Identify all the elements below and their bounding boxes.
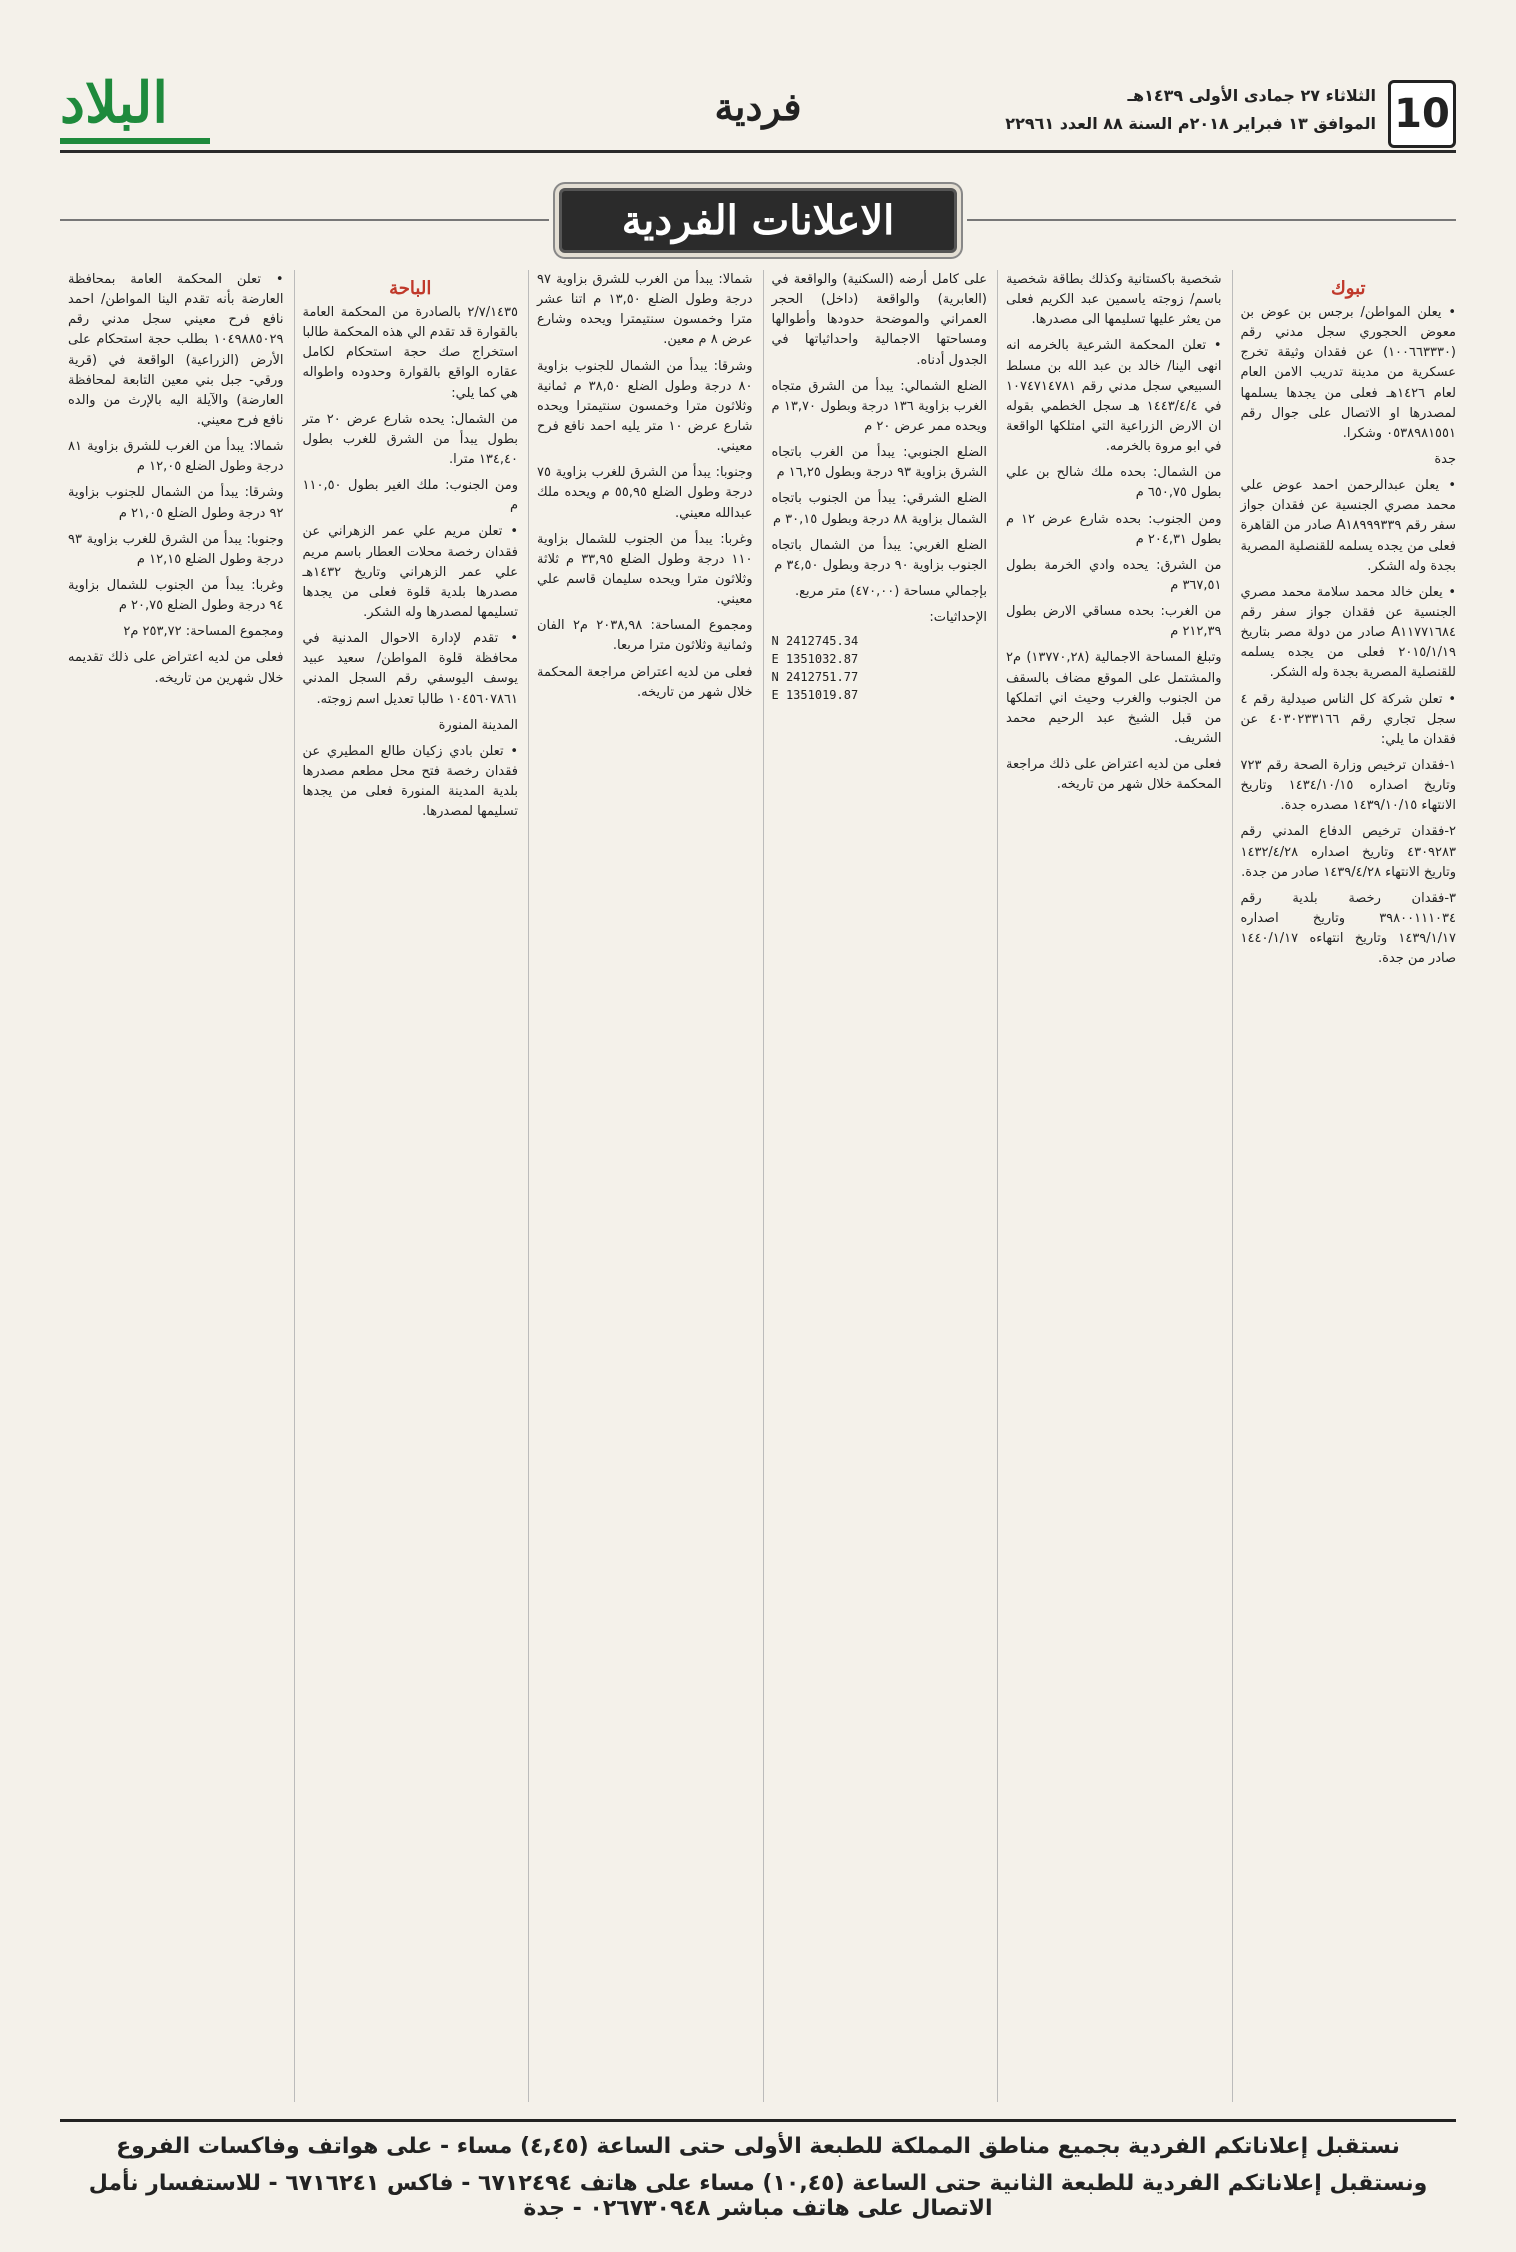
ad-paragraph: • يعلن المواطن/ برجس بن عوض بن معوض الحجوري سجل مدني رقم (١٠٠٦٦٣٣٣٠) عن فقدان وثيقة تخرج عسكرية من مدينة تدريب الامن العام لعام ١٤٢٦هـ فعلى من يجدها يسلمها لمصدرها او الاتصال على جوال رقم ٠٥٣٨٩٨١٥٥١ وشكرا. [1240,305,1456,441]
section-title: فردية [714,84,802,129]
ad-paragraph: من الشمال: يحده شارع عرض ٢٠ متر بطول يبدأ من الشرق للغرب بطول ١٣٤,٤٠ مترا. [302,411,518,467]
ad-paragraph: الضلع الغربي: يبدأ من الشمال باتجاه الجنوب بزاوية ٩٠ درجة وبطول ٣٤,٥٠ م [771,537,987,573]
ad-paragraph: ومجموع المساحة: ٢٠٣٨,٩٨ م٢ الفان وثمانية وثلاثون مترا مربعا. [537,618,753,654]
footer-line-1: نستقبل إعلاناتكم الفردية بجميع مناطق المملكة للطبعة الأولى حتى الساعة (٤,٤٥) مساء - على هواتف وفاكسات الفروع [116,2134,1400,2159]
logo-underline [60,138,210,144]
ad-paragraph: • تعلن المحكمة العامة بمحافظة العارضة بأنه تقدم الينا المواطن/ احمد نافع فرح معيني سجل مدني رقم ١٠٤٩٨٨٥٠٢٩ بطلب حجة استحكام على الأرض (الزراعية) الواقعة في (قرية ورقي- جبل بني معين التابعة لمحافظة العارضة) والآيلة اليه بالإرث من والده نافع فرح معيني. [68,272,284,428]
region-heading: تبوك [1330,278,1366,299]
ad-paragraph: المدينة المنورة [438,717,518,733]
ad-paragraph: وغربا: يبدأ من الجنوب للشمال بزاوية ١١٠ درجة وطول الضلع ٣٣,٩٥ م ثلاثة وثلاثون مترا ويحده سليمان قاسم علي معيني. [537,531,753,608]
ad-paragraph: جدة [1434,451,1456,467]
page-number: 10 [1388,80,1456,148]
ad-paragraph: ٣-فقدان رخصة بلدية رقم ٣٩٨٠٠١١١٠٣٤ وتاريخ اصداره ١٤٣٩/١/١٧ وتاريخ انتهاءه ١٤٤٠/١/١٧ صادر من جدة. [1240,890,1456,967]
ad-column [997,270,1222,2102]
ad-paragraph: وجنوبا: يبدأ من الشرق للغرب بزاوية ٧٥ درجة وطول الضلع ٥٥,٩٥ م ويحده ملك عبدالله معيني. [537,465,753,521]
ad-paragraph: شمالا: يبدأ من الغرب للشرق بزاوية ٩٧ درجة وطول الضلع ١٣,٥٠ م اتنا عشر مترا وخمسون سنتيمترا ويحده وشارع عرض ٨ م معين. [537,272,753,348]
ad-paragraph: وجنوبا: يبدأ من الشرق للغرب بزاوية ٩٣ درجة وطول الضلع ١٢,١٥ م [68,531,284,567]
ad-paragraph: شخصية باكستانية وكذلك بطاقة شخصية باسم/ زوجته ياسمين عبد الكريم فعلى من يعثر عليها تسليمها الى مصدرها. [1006,272,1222,328]
ad-paragraph: وشرقا: يبدأ من الشمال للجنوب بزاوية ٩٢ درجة وطول الضلع ٢١,٠٥ م [68,485,284,521]
ad-paragraph: الضلع الشمالي: يبدأ من الشرق متجاه الغرب بزاوية ١٣٦ درجة وبطول ١٣,٧٠ م ويحده ممر عرض ٢٠ م [771,378,987,434]
ad-paragraph: ٢-فقدان ترخيص الدفاع المدني رقم ٤٣٠٩٢٨٣ وتاريخ اصداره ١٤٣٢/٤/٢٨ وتاريخ الانتهاء ١٤٣٩/٤/٢٨ صادر من جدة. [1240,824,1456,880]
ad-paragraph: وشرقا: يبدأ من الشمال للجنوب بزاوية ٨٠ درجة وطول الضلع ٣٨,٥٠ م ثمانية وثلاثون مترا وخمسون سنتيمترا ويحده شارع عرض ١٠ متر يليه احمد نافع فرح معيني. [537,358,753,455]
ad-paragraph: • تعلن بادي زكيان طالع المطيري عن فقدان رخصة فتح محل مطعم مصدرها بلدية المدينة المنورة فعلى من يجدها تسليمها لمصدرها. [302,743,518,820]
ad-paragraph: من الشرق: يحده وادي الخرمة بطول ٣٦٧,٥١ م [1006,557,1222,593]
ad-paragraph: على كامل أرضه (السكنية) والواقعة في (العابرية) والواقعة (داخل) الحجر العمراني والموضحة حدودها وأطوالها ومساحتها الاجمالية واحداثياتها في الجدول أدناه. [771,272,987,368]
ads-columns [60,270,1456,2102]
date-issue: الموافق ١٣ فبراير ٢٠١٨م السنة ٨٨ العدد ٢٢٩٦١ [1005,114,1376,133]
ad-paragraph: وغربا: يبدأ من الجنوب للشمال بزاوية ٩٤ درجة وطول الضلع ٢٠,٧٥ م [68,577,284,614]
ad-paragraph: ومن الجنوب: ملك الغير بطول ١١٠,٥٠ م [302,478,518,514]
ad-column [294,270,519,2102]
ad-paragraph: • تقدم لإدارة الاحوال المدنية في محافظة قلوة المواطن/ سعيد عبيد يوسف اليوسفي رقم السجل المدني ١٠٤٥٦٠٧٨٦١ طالبا تعديل اسم زوجته. [302,631,518,707]
date-hijri: الثلاثاء ٢٧ جمادى الأولى ١٤٣٩هـ [1127,86,1376,105]
coordinate-value: E 1351019.87 [771,688,859,703]
footer-line-2: ونستقبل إعلاناتكم الفردية للطبعة الثانية حتى الساعة (١٠,٤٥) مساء على هاتف ٦٧١٢٤٩٤ - فاكس ٦٧١٦٢٤١ - للاستفسار نأمل الاتصال على هاتف مباشر ٠٢٦٧٣٠٩٤٨ - جدة [88,2171,1428,2221]
ad-column [528,270,753,2102]
ad-paragraph: فعلى من لديه اعتراض مراجعة المحكمة خلال شهر من تاريخه. [537,664,753,700]
banner-title: الاعلانات الفردية [559,188,958,253]
newspaper-logo: البلاد [60,70,168,136]
ad-paragraph: الضلع الجنوبي: يبدأ من الغرب باتجاه الشرق بزاوية ٩٣ درجة وبطول ١٦,٢٥ م [771,445,987,481]
ad-paragraph: الضلع الشرقي: يبدأ من الجنوب باتجاه الشمال بزاوية ٨٨ درجة وبطول ٣٠,١٥ م [771,491,987,527]
ad-paragraph: • تعلن مريم علي عمر الزهراني عن فقدان رخصة محلات العطار باسم مريم علي عمر الزهراني وتاريخ ١٤٣٢هـ مصدرها بلدية قلوة فعلى من يجدها تسليمها لمصدرها وله الشكر. [302,524,518,620]
ad-paragraph: الإحداثيات: [929,610,987,626]
ad-column [763,270,988,2102]
banner-rule-right [967,219,1456,221]
ad-paragraph: بإجمالي مساحة (٤٧٠,٠٠) متر مربع. [794,583,987,599]
ad-paragraph: ومجموع المساحة: ٢٥٣,٧٢ م٢ [123,624,284,640]
ad-paragraph: ٢/٧/١٤٣٥ بالصادرة من المحكمة العامة بالقوارة قد تقدم الي هذه المحكمة طالبا استخراج صك حجة استحكام لكامل عقاره الواقع بالقوارة وحدوده واطواله هي كما يلي: [302,305,518,401]
ad-paragraph: من الغرب: بحده مساقي الارض بطول ٢١٢,٣٩ م [1006,604,1222,640]
ad-paragraph: • يعلن خالد محمد سلامة محمد مصري الجنسية عن فقدان جواز سفر رقم A١١٧٧١٦٨٤ صادر من دولة مصر بتاريخ ٢٠١٥/١/١٩ فعلى من يجده يسلمه للقنصلية المصرية بجدة وله الشكر. [1240,584,1456,681]
ad-paragraph: فعلى من لديه اعتراض على ذلك مراجعة المحكمة خلال شهر من تاريخه. [1006,757,1222,793]
ad-paragraph: فعلى من لديه اعتراض على ذلك تقديمه خلال شهرين من تاريخه. [68,650,284,686]
ad-column [1232,270,1457,2102]
coordinate-value: N 2412751.77 [771,670,859,685]
ad-paragraph: • يعلن عبدالرحمن احمد عوض علي محمد مصري الجنسية عن فقدان جواز سفر رقم A١٨٩٩٩٣٣٩ صادر من القاهرة فعلى من يجده يسلمه للقنصلية المصرية بجدة وله الشكر. [1240,478,1456,574]
ad-column [60,270,284,2102]
ad-paragraph: من الشمال: بحده ملك شالح بن علي بطول ٦٥٠,٧٥ م [1006,465,1222,501]
ad-paragraph: شمالا: يبدأ من الغرب للشرق بزاوية ٨١ درجة وطول الضلع ١٢,٠٥ م [68,439,284,475]
classifieds-banner [60,185,1456,255]
ad-paragraph: وتبلغ المساحة الاجمالية (١٣٧٧٠,٢٨) م٢ والمشتمل على الموقع مضاف بالسقف من الجنوب والغرب وحيث اني اتملكها من قبل الشيخ عبد الرحيم محمد الشريف. [1006,650,1222,746]
ad-paragraph: • تعلن شركة كل الناس صيدلية رقم ٤ سجل تجاري رقم ٤٠٣٠٢٣٣١٦٦ عن فقدان ما يلي: [1240,691,1456,747]
region-heading: الباحة [389,278,432,299]
masthead [60,70,1456,153]
ad-paragraph: • تعلن المحكمة الشرعية بالخرمه انه انهى الينا/ خالد بن عبد الله بن مسلط السبيعي سجل مدني رقم ١٠٧٤٧١٤٧٨١ في ١٤٤٣/٤/٤ هـ سجل الخطمي بقوله ان الارض الزراعية التي امتلكها الواقعة في ابو مروة بالخرمه. [1006,338,1222,455]
footer [60,2119,1456,2221]
ad-paragraph: ١-فقدان ترخيص وزارة الصحة رقم ٧٢٣ وتاريخ اصداره ١٤٣٤/١٠/١٥ وتاريخ الانتهاء ١٤٣٩/١٠/١٥ مصدره جدة. [1240,757,1456,814]
banner-rule-left [60,219,549,221]
coordinate-value: N 2412745.34 [771,634,859,649]
ad-paragraph: ومن الجنوب: بحده شارع عرض ١٢ م بطول ٢٠٤,٣١ م [1006,511,1222,547]
coordinate-value: E 1351032.87 [771,652,859,667]
